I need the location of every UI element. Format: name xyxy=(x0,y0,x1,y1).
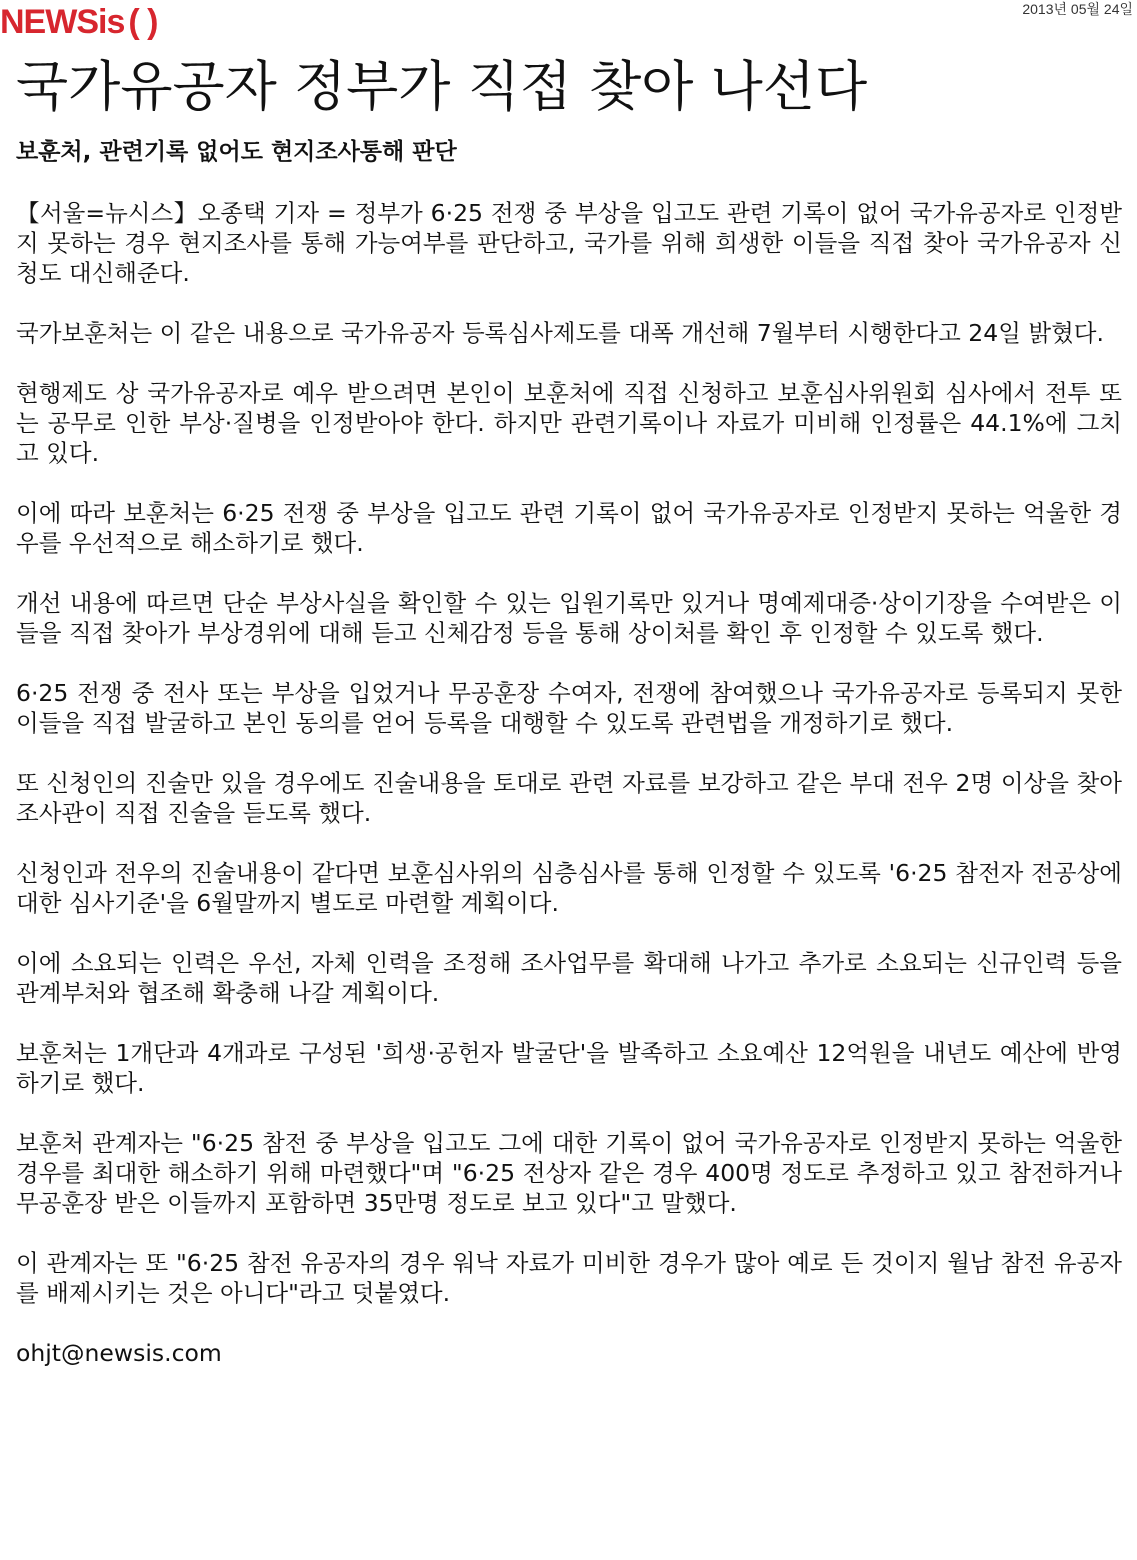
newsis-logo xyxy=(0,2,157,42)
article-subtitle: 보훈처, 관련기록 없어도 현지조사통해 판단 xyxy=(16,139,457,165)
publish-date: 2013년 05월 24일 xyxy=(1022,1,1133,17)
article-paragraph: 신청인과 전우의 진술내용이 같다면 보훈심사위의 심층심사를 통해 인정할 수 있도록 '6·25 참전자 전공상에 대한 심사기준'을 6월말까지 별도로 마련할 계획이다. xyxy=(16,859,1122,917)
article-paragraph: 6·25 전쟁 중 전사 또는 부상을 입었거나 무공훈장 수여자, 전쟁에 참여했으나 국가유공자로 등록되지 못한 이들을 직접 발굴하고 본인 동의를 얻어 등록을 대행할 수 있도록 관련법을 개정하기로 했다. xyxy=(16,679,1122,737)
logo-news-text: NEWS xyxy=(0,3,98,41)
article-paragraph: 또 신청인의 진술만 있을 경우에도 진술내용을 토대로 관련 자료를 보강하고 같은 부대 전우 2명 이상을 찾아 조사관이 직접 진술을 듣도록 했다. xyxy=(16,769,1122,827)
article-body xyxy=(16,198,1122,1398)
article-paragraph: 개선 내용에 따르면 단순 부상사실을 확인할 수 있는 입원기록만 있거나 명예제대증·상이기장을 수여받은 이들을 직접 찾아가 부상경위에 대해 듣고 신체감정 등을 통해 상이처를 확인 후 인정할 수 있도록 했다. xyxy=(16,589,1122,647)
article-paragraph: 국가보훈처는 이 같은 내용으로 국가유공자 등록심사제도를 대폭 개선해 7월부터 시행한다고 24일 밝혔다. xyxy=(16,319,1104,347)
logo-paren-text: ( ) xyxy=(128,3,158,41)
page-header xyxy=(0,0,1137,44)
article-paragraph: 이 관계자는 또 "6·25 참전 유공자의 경우 워낙 자료가 미비한 경우가 많아 예로 든 것이지 월남 참전 유공자를 배제시키는 것은 아니다"라고 덧붙였다. xyxy=(16,1249,1122,1307)
article-paragraph: 【서울=뉴시스】오종택 기자 = 정부가 6·25 전쟁 중 부상을 입고도 관련 기록이 없어 국가유공자로 인정받지 못하는 경우 현지조사를 통해 가능여부를 판단하고, 국가를 위해 희생한 이들을 직접 찾아 국가유공자 신청도 대신해준다. xyxy=(16,199,1122,287)
article-title: 국가유공자 정부가 직접 찾아 나선다 xyxy=(16,55,868,118)
article-paragraph: 보훈처 관계자는 "6·25 참전 중 부상을 입고도 그에 대한 기록이 없어 국가유공자로 인정받지 못하는 억울한 경우를 최대한 해소하기 위해 마련했다"며 "6·25 전상자 같은 경우 400명 정도로 추정하고 있고 참전하거나 무공훈장 받은 이들까지 포함하면 35만명 정도로 보고 있다"고 말했다. xyxy=(16,1129,1122,1217)
reporter-email: ohjt@newsis.com xyxy=(16,1339,222,1367)
article-paragraph: 현행제도 상 국가유공자로 예우 받으려면 본인이 보훈처에 직접 신청하고 보훈심사위원회 심사에서 전투 또는 공무로 인한 부상·질병을 인정받아야 한다. 하지만 관련기록이나 자료가 미비해 인정률은 44.1%에 그치고 있다. xyxy=(16,379,1122,467)
article-paragraph: 보훈처는 1개단과 4개과로 구성된 '희생·공헌자 발굴단'을 발족하고 소요예산 12억원을 내년도 예산에 반영하기로 했다. xyxy=(16,1039,1122,1097)
article-paragraph: 이에 소요되는 인력은 우선, 자체 인력을 조정해 조사업무를 확대해 나가고 추가로 소요되는 신규인력 등을 관계부처와 협조해 확충해 나갈 계획이다. xyxy=(16,949,1122,1007)
logo-is-text: is xyxy=(98,3,125,41)
article-paragraph: 이에 따라 보훈처는 6·25 전쟁 중 부상을 입고도 관련 기록이 없어 국가유공자로 인정받지 못하는 억울한 경우를 우선적으로 해소하기로 했다. xyxy=(16,499,1122,557)
